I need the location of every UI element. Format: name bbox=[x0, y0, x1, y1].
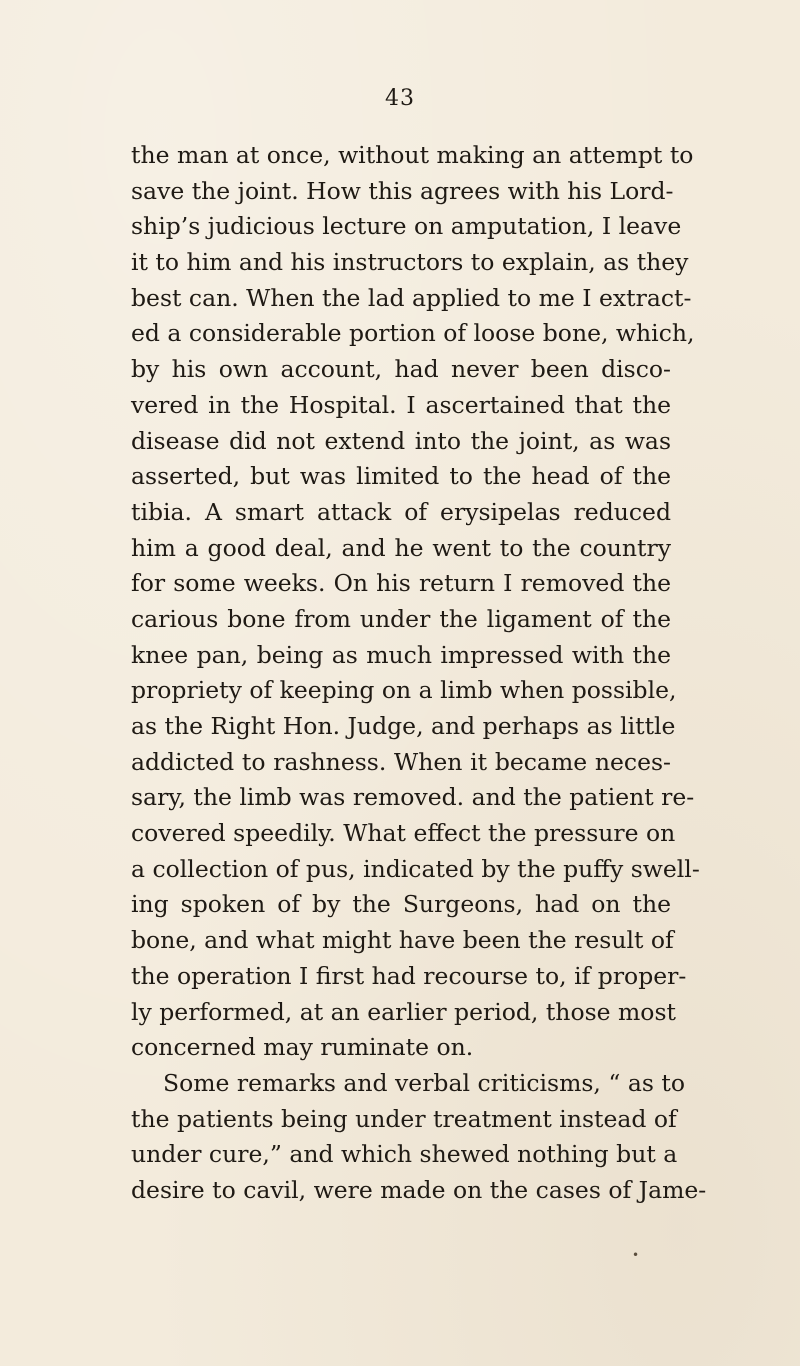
page-body-text bbox=[131, 138, 707, 1209]
ink-speck: • bbox=[632, 1248, 640, 1262]
text-line: propriety of keeping on a limb when possible, bbox=[131, 676, 677, 705]
text-line: the patients being under treatment instead of bbox=[131, 1104, 677, 1133]
text-line: by his own account, had never been disco- bbox=[131, 355, 671, 384]
text-line: vered in the Hospital. I ascertained that the bbox=[131, 390, 671, 419]
text-line: covered speedily. What effect the pressure on bbox=[131, 819, 676, 848]
text-line: carious bone from under the ligament of the bbox=[131, 604, 671, 633]
text-line: bone, and what might have been the result of bbox=[131, 926, 674, 955]
text-line: it to him and his instructors to explain, as they bbox=[131, 248, 689, 277]
text-line: sary, the limb was removed. and the patient re- bbox=[131, 783, 695, 812]
text-line: ly performed, at an earlier period, those most bbox=[131, 997, 676, 1026]
text-line: addicted to rashness. When it became neces- bbox=[131, 747, 671, 776]
text-line: him a good deal, and he went to the country bbox=[131, 533, 671, 562]
text-line: ed a considerable portion of loose bone, which, bbox=[131, 319, 695, 348]
text-line: as the Right Hon. Judge, and perhaps as little bbox=[131, 712, 676, 740]
text-line: desire to cavil, were made on the cases of Jame- bbox=[131, 1175, 707, 1204]
text-line: Some remarks and verbal criticisms, “ as to bbox=[163, 1068, 685, 1097]
text-line: for some weeks. On his return I removed the bbox=[131, 569, 671, 598]
text-line: under cure,” and which shewed nothing but a bbox=[131, 1140, 678, 1169]
text-line: save the joint. How this agrees with his Lord- bbox=[131, 176, 674, 205]
text-line: ing spoken of by the Surgeons, had on the bbox=[131, 890, 671, 919]
text-line: disease did not extend into the joint, as was bbox=[131, 426, 671, 455]
text-line: the man at once, without making an attempt to bbox=[131, 141, 694, 169]
text-line: concerned may ruminate on. bbox=[131, 1033, 474, 1062]
text-line: best can. When the lad applied to me I extract- bbox=[131, 283, 692, 312]
text-line: a collection of pus, indicated by the puffy swell- bbox=[131, 854, 700, 883]
text-line: knee pan, being as much impressed with the bbox=[131, 640, 671, 669]
text-line: asserted, but was limited to the head of the bbox=[131, 462, 671, 491]
text-line: the operation I first had recourse to, if proper- bbox=[131, 961, 687, 990]
page-number: 43 bbox=[385, 86, 415, 111]
text-line: ship’s judicious lecture on amputation, I leave bbox=[131, 212, 682, 241]
text-line: tibia. A smart attack of erysipelas reduced bbox=[131, 497, 671, 526]
